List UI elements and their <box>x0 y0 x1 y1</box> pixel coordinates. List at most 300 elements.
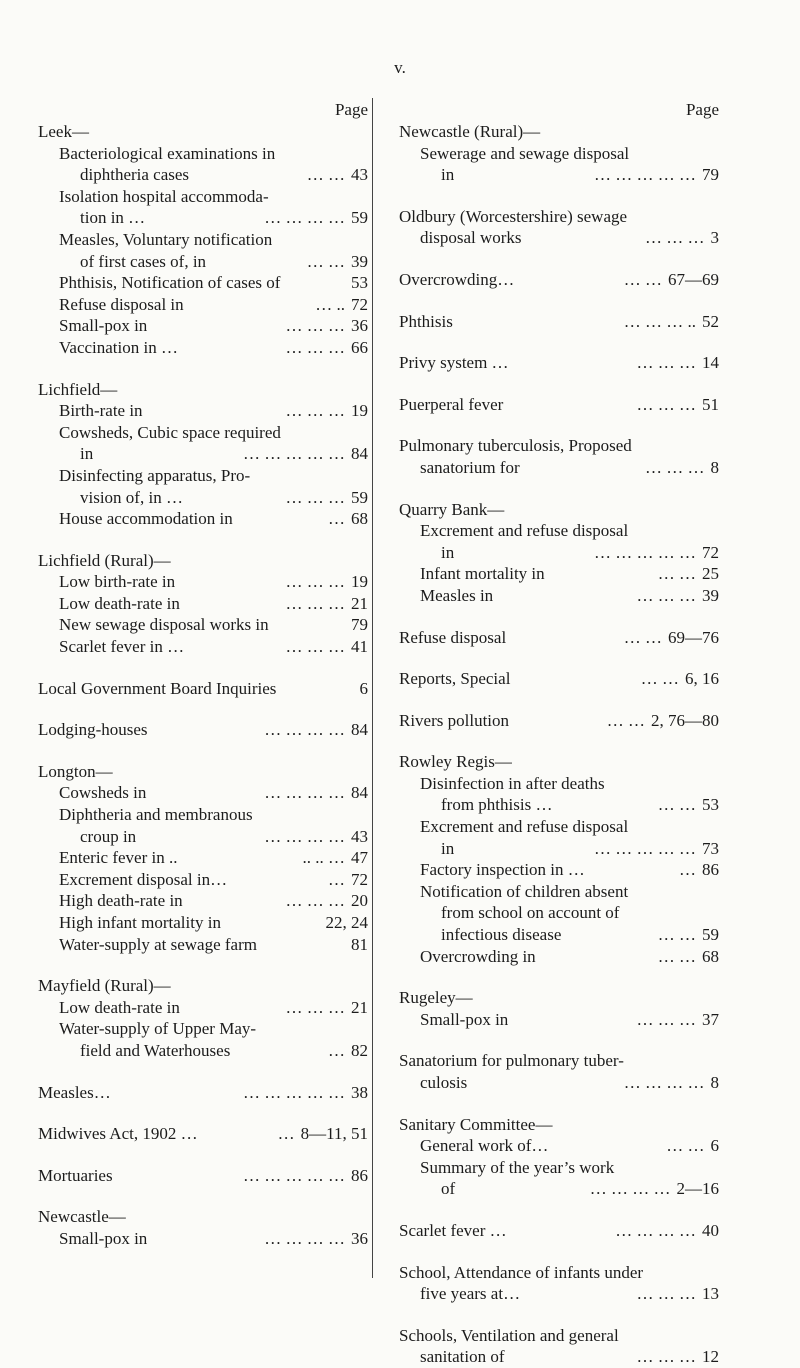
page-reference <box>322 1040 368 1062</box>
leader-dots: … … … .. <box>623 311 696 331</box>
page-reference <box>237 443 368 465</box>
entry-label: from school on account of <box>441 903 620 923</box>
page-reference <box>272 1123 368 1145</box>
leader-dots: … … … <box>285 337 345 357</box>
entry-label: Sanatorium for pulmonary tuber- <box>399 1051 624 1071</box>
leader-dots: … … … … <box>264 826 345 846</box>
entry-label: in <box>80 444 94 464</box>
entry-label: Puerperal fever <box>399 394 504 414</box>
leader-dots: … … … … … <box>243 1082 345 1102</box>
entry-text <box>420 881 719 903</box>
index-column-right <box>399 100 719 1368</box>
page-reference <box>673 859 719 881</box>
page-reference <box>601 710 719 732</box>
leader-dots: … … … … <box>264 1228 345 1248</box>
entry-label: Scarlet fever … <box>399 1220 507 1240</box>
entry-continuation <box>420 794 719 816</box>
leader-dots: … … … <box>285 316 345 336</box>
entry-label: Water-supply at sewage farm <box>59 934 257 954</box>
leader-dots: … … <box>606 710 645 730</box>
entry-text <box>38 719 368 741</box>
leader-dots: … … … <box>285 401 345 421</box>
page-number-ref: 84 <box>351 720 368 740</box>
entry-label: vision of, in … <box>80 487 183 507</box>
page-number-ref: 69—76 <box>668 627 719 647</box>
entry-text <box>59 229 368 251</box>
entry-text <box>59 337 368 359</box>
page-reference <box>320 912 369 934</box>
index-entry <box>399 269 719 291</box>
page-number-ref: 86 <box>702 860 719 880</box>
leader-dots: … … … <box>285 891 345 911</box>
entry-label: Schools, Ventilation and general <box>399 1325 619 1345</box>
page-reference <box>258 719 368 741</box>
leader-dots: … … … … … <box>594 165 696 185</box>
entry-text <box>399 668 719 690</box>
leader-dots: … <box>679 860 696 880</box>
leader-dots: … <box>328 509 345 529</box>
column-divider <box>372 98 373 1278</box>
index-entry <box>38 571 368 593</box>
page-reference <box>280 571 369 593</box>
entry-text <box>399 352 719 374</box>
page-reference <box>618 311 719 333</box>
entry-label: Low birth-rate in <box>59 572 176 592</box>
entry-text <box>59 186 368 208</box>
page-number-ref: 47 <box>351 848 368 868</box>
leader-dots: … … … <box>285 997 345 1017</box>
entry-label: of <box>441 1179 456 1199</box>
entry-label: Measles in <box>420 585 494 605</box>
group-title: Quarry Bank— <box>399 499 505 519</box>
entry-continuation <box>399 457 719 479</box>
leader-dots: … … … <box>285 487 345 507</box>
page-reference <box>639 227 719 249</box>
page-reference <box>280 400 369 422</box>
entry-label: croup in <box>80 826 137 846</box>
leader-dots: … … … <box>285 637 345 657</box>
page-reference <box>652 946 719 968</box>
index-group <box>38 761 368 955</box>
entry-label: Pulmonary tuberculosis, Proposed <box>399 436 632 456</box>
page-number-ref: 25 <box>702 564 719 584</box>
index-entry <box>399 311 719 333</box>
entry-label: Infant mortality in <box>420 564 545 584</box>
entry-text <box>59 614 368 636</box>
page-reference <box>588 542 719 564</box>
entry-text <box>59 934 368 956</box>
page-number-ref: 6 <box>710 1136 719 1156</box>
group-title: Sanitary Committee— <box>399 1114 553 1134</box>
leader-dots: … … … … <box>623 1073 705 1092</box>
index-entry <box>38 869 368 891</box>
page-number-ref: 21 <box>351 997 368 1017</box>
index-entry <box>399 1262 719 1305</box>
leader-dots: … … … … <box>589 1179 671 1199</box>
entry-text <box>399 394 719 416</box>
entry-text <box>59 912 368 934</box>
entry-text <box>59 571 368 593</box>
entry-label: Factory inspection in … <box>420 860 585 880</box>
page-reference <box>652 924 719 946</box>
leader-dots: .. .. … <box>302 848 345 868</box>
index-group <box>38 1206 368 1249</box>
entry-text <box>59 869 368 891</box>
index-entry <box>399 1325 719 1368</box>
index-entry <box>38 804 368 847</box>
index-entry <box>38 782 368 804</box>
page-reference <box>631 1346 720 1368</box>
entry-label: culosis <box>420 1073 468 1092</box>
page-number-ref: 79 <box>351 615 368 635</box>
page-number-ref: 84 <box>351 444 368 464</box>
page-number-ref: 6 <box>359 678 368 698</box>
entry-label: Notification of children absent <box>420 881 629 901</box>
index-entry <box>38 1082 368 1104</box>
page-number-ref: 36 <box>351 1228 368 1248</box>
page-reference <box>660 1135 719 1157</box>
page-reference <box>652 563 719 585</box>
page-number-ref: 12 <box>702 1347 719 1367</box>
page-reference <box>280 593 369 615</box>
group-title: Leek— <box>38 122 89 141</box>
entry-label: field and Waterhouses <box>80 1040 231 1060</box>
entry-text <box>399 1220 719 1242</box>
entry-label: High infant mortality in <box>59 913 221 932</box>
page-number-ref: 72 <box>702 542 719 562</box>
entry-label: Overcrowding in <box>420 946 536 966</box>
group-title: Lichfield (Rural)— <box>38 550 171 570</box>
page-number-ref: 79 <box>702 165 719 185</box>
entry-label: Phthisis <box>399 311 453 331</box>
index-group <box>38 550 368 658</box>
entry-text <box>59 465 368 487</box>
page-number-ref: 73 <box>702 838 719 858</box>
entry-continuation <box>399 1346 719 1368</box>
entry-label: Oldbury (Worcestershire) sewage <box>399 206 628 226</box>
entry-text <box>420 1157 719 1179</box>
leader-dots: … <box>328 1040 345 1060</box>
entry-label: High death-rate in <box>59 891 183 911</box>
index-entry <box>399 435 719 478</box>
leader-dots: … … <box>657 795 696 815</box>
entry-text <box>420 859 719 881</box>
index-entry <box>399 816 719 859</box>
page-number-ref: 59 <box>351 208 368 228</box>
entry-label: sanitation of <box>420 1347 505 1367</box>
entry-text <box>59 294 368 316</box>
page-number-ref: 43 <box>351 165 368 185</box>
entry-label: Cowsheds in <box>59 783 147 803</box>
entry-text <box>399 269 719 291</box>
page-reference <box>618 1072 719 1094</box>
index-entry <box>399 773 719 816</box>
entry-label: Isolation hospital accommoda- <box>59 186 269 206</box>
entry-label: in <box>441 542 455 562</box>
page-reference <box>652 794 719 816</box>
leader-dots: … … … <box>636 1284 696 1304</box>
entry-continuation <box>420 1178 719 1200</box>
entry-label: Small-pox in <box>59 316 148 336</box>
entry-text <box>38 1082 368 1104</box>
leader-dots: … … … <box>285 572 345 592</box>
entry-label: Diphtheria and membranous <box>59 805 253 825</box>
entry-text <box>38 678 368 700</box>
index-entry <box>38 465 368 508</box>
entry-label: Summary of the year’s work <box>420 1157 615 1177</box>
entry-label: Measles, Voluntary notification <box>59 229 273 249</box>
entry-continuation <box>399 1283 719 1305</box>
index-entry <box>38 847 368 869</box>
page-number-ref: 39 <box>702 585 719 605</box>
entry-label: Disinfecting apparatus, Pro- <box>59 465 251 485</box>
index-group <box>38 379 368 530</box>
page-reference <box>258 1228 368 1250</box>
entry-text <box>59 890 368 912</box>
leader-dots: … <box>328 869 345 889</box>
page-number-ref: 59 <box>351 487 368 507</box>
page-reference <box>631 585 720 607</box>
page-reference <box>280 315 369 337</box>
entry-label: Small-pox in <box>420 1009 509 1029</box>
entry-text <box>399 311 719 333</box>
entry-label: five years at… <box>420 1284 521 1304</box>
page-number-ref: 13 <box>702 1284 719 1304</box>
leader-dots: … … … <box>645 457 705 477</box>
entry-label: Lodging-houses <box>38 720 148 740</box>
entry-continuation <box>420 924 719 946</box>
leader-dots: … … … <box>636 1009 696 1029</box>
page-number-ref: 52 <box>702 311 719 331</box>
entry-continuation <box>399 227 719 249</box>
entry-label: diphtheria cases <box>80 165 190 185</box>
index-entry <box>38 1123 368 1145</box>
entry-label: Local Government Board Inquiries <box>38 678 277 698</box>
entry-text <box>59 1018 368 1040</box>
index-group <box>399 121 719 186</box>
entry-label: Bacteriological examinations in <box>59 143 276 163</box>
page-reference <box>280 890 369 912</box>
index-entry <box>38 186 368 229</box>
leader-dots: … … <box>657 925 696 945</box>
entry-text <box>59 593 368 615</box>
entry-text <box>59 782 368 804</box>
entry-text <box>399 627 719 649</box>
leader-dots: … … … … <box>264 720 345 740</box>
entry-text <box>420 946 719 968</box>
index-group <box>399 499 719 607</box>
index-entry <box>399 1009 719 1031</box>
entry-text <box>420 563 719 585</box>
page-number-ref: 43 <box>351 826 368 846</box>
page-number-ref: 84 <box>351 783 368 803</box>
page-number-ref: 51 <box>702 394 719 414</box>
index-entry <box>399 394 719 416</box>
index-group <box>399 987 719 1030</box>
leader-dots: … … … … <box>264 783 345 803</box>
index-group <box>399 751 719 967</box>
page-number: v. <box>394 58 406 77</box>
page-number-ref: 21 <box>351 593 368 613</box>
page-number-ref: 8 <box>710 457 719 477</box>
page-reference <box>301 164 368 186</box>
page-number-ref: 22, 24 <box>325 913 368 932</box>
entry-continuation <box>59 826 368 848</box>
entry-label: Privy system … <box>399 353 509 373</box>
page-number-ref: 72 <box>351 294 368 314</box>
index-entry <box>399 627 719 649</box>
leader-dots: … … <box>623 627 662 647</box>
index-entry <box>399 668 719 690</box>
index-entry <box>399 1157 719 1200</box>
page-number-ref: 39 <box>351 251 368 271</box>
page-reference <box>588 838 719 860</box>
page-reference <box>354 678 369 700</box>
index-entry <box>38 1228 368 1250</box>
entry-label: sanatorium for <box>420 457 520 477</box>
index-entry <box>38 294 368 316</box>
index-column-left <box>38 100 368 1250</box>
page-reference <box>631 1283 720 1305</box>
leader-dots: … … <box>306 251 345 271</box>
entry-text <box>420 520 719 542</box>
leader-dots: … … … <box>636 585 696 605</box>
entry-label: of first cases of, in <box>80 251 207 271</box>
entry-continuation <box>399 1072 719 1094</box>
entry-label: from phthisis … <box>441 795 553 815</box>
leader-dots: … … … <box>636 1347 696 1367</box>
entry-label: Excrement and refuse disposal <box>420 521 629 541</box>
entry-label: Refuse disposal in <box>59 294 184 314</box>
page-reference <box>237 1165 368 1187</box>
entry-label: Scarlet fever in … <box>59 637 185 657</box>
page-number-ref: 20 <box>351 891 368 911</box>
leader-dots: … … … … … <box>594 542 696 562</box>
page-number-ref: 53 <box>702 795 719 815</box>
leader-dots: … … <box>657 946 696 966</box>
page-reference <box>345 614 368 636</box>
page-reference <box>301 251 368 273</box>
index-entry <box>38 614 368 636</box>
entry-label: Cowsheds, Cubic space required <box>59 422 281 442</box>
entry-text <box>38 1165 368 1187</box>
index-entry <box>38 1165 368 1187</box>
index-entry <box>399 206 719 249</box>
page-reference <box>609 1220 719 1242</box>
entry-text <box>59 315 368 337</box>
page-reference <box>237 1082 368 1104</box>
page-reference <box>618 627 719 649</box>
page-number-ref: 14 <box>702 353 719 373</box>
entry-continuation <box>59 1040 368 1062</box>
page-number-ref: 68 <box>702 946 719 966</box>
page-number-ref: 40 <box>702 1220 719 1240</box>
page-reference <box>322 508 368 530</box>
entry-continuation <box>420 542 719 564</box>
page-number-ref: 36 <box>351 316 368 336</box>
leader-dots: … … … … <box>264 208 345 228</box>
page-reference <box>631 352 720 374</box>
entry-text <box>59 143 368 165</box>
page-heading: Page <box>685 100 719 119</box>
entry-label: Enteric fever in .. <box>59 848 178 868</box>
entry-label: in <box>441 838 455 858</box>
entry-label: Reports, Special <box>399 669 511 689</box>
entry-continuation <box>59 487 368 509</box>
entry-label: infectious disease <box>441 925 562 945</box>
page-number-ref: 19 <box>351 401 368 421</box>
page-reference <box>258 826 368 848</box>
entry-label: Mortuaries <box>38 1165 113 1185</box>
page-reference <box>322 869 368 891</box>
page-reference <box>258 207 368 229</box>
entry-label: tion in … <box>80 208 146 228</box>
page-number-ref: 41 <box>351 637 368 657</box>
page-number-ref: 19 <box>351 572 368 592</box>
page-reference <box>280 337 369 359</box>
entry-label: Excrement disposal in… <box>59 869 228 889</box>
page-number-ref: 82 <box>351 1040 368 1060</box>
index-entry <box>38 636 368 658</box>
page-reference <box>631 394 720 416</box>
group-title: Mayfield (Rural)— <box>38 976 171 996</box>
leader-dots: … … <box>623 269 662 289</box>
entry-label: Sewerage and sewage disposal <box>420 143 630 163</box>
index-entry <box>38 272 368 294</box>
entry-label: disposal works <box>420 228 522 248</box>
group-title: Longton— <box>38 761 113 781</box>
index-entry <box>399 946 719 968</box>
page-number-ref: 86 <box>351 1165 368 1185</box>
entry-label: Low death-rate in <box>59 997 180 1017</box>
entry-text <box>59 272 368 294</box>
entry-label: Phthisis, Notification of cases of <box>59 273 281 293</box>
entry-continuation <box>420 164 719 186</box>
page-number-ref: 67—69 <box>668 269 719 289</box>
entry-label: New sewage disposal works in <box>59 615 269 635</box>
leader-dots: … … <box>657 564 696 584</box>
entry-label: Low death-rate in <box>59 593 180 613</box>
index-entry <box>38 912 368 934</box>
entry-continuation <box>420 902 719 924</box>
leader-dots: … <box>277 1124 295 1144</box>
leader-dots: … … … … … <box>243 1165 345 1185</box>
page-number-ref: 59 <box>702 925 719 945</box>
page-reference <box>588 164 719 186</box>
index-group <box>38 121 368 359</box>
entry-text <box>420 1009 719 1031</box>
group-title: Rowley Regis— <box>399 752 512 772</box>
leader-dots: … … … <box>645 228 705 248</box>
entry-continuation <box>59 164 368 186</box>
entry-text <box>59 847 368 869</box>
entry-label: Midwives Act, 1902 … <box>38 1124 198 1144</box>
entry-label: Overcrowding… <box>399 269 515 289</box>
leader-dots: … … … … … <box>594 838 696 858</box>
index-entry <box>399 710 719 732</box>
index-group <box>38 975 368 1061</box>
entry-text <box>399 1050 719 1072</box>
page-reference <box>280 636 369 658</box>
page-reference <box>280 997 369 1019</box>
group-title: Lichfield— <box>38 379 118 399</box>
entry-text <box>399 710 719 732</box>
page-reference <box>639 457 719 479</box>
entry-label: Measles… <box>38 1082 111 1102</box>
entry-label: General work of… <box>420 1136 549 1156</box>
entry-label: Rivers pollution <box>399 710 510 730</box>
leader-dots: … … … <box>285 593 345 613</box>
